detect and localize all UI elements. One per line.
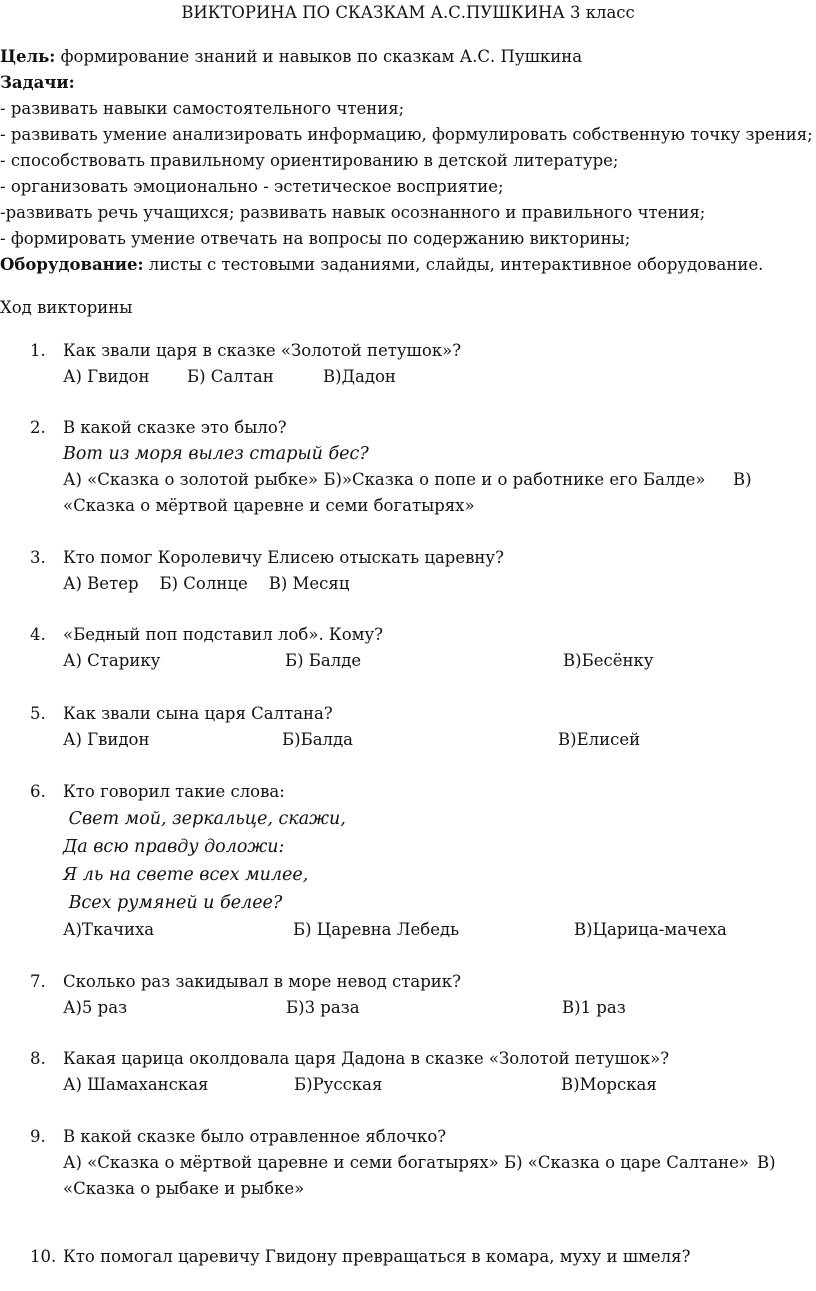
task-item: - организовать эмоционально - эстетическое восприятие; [0, 177, 504, 196]
answer-c: В)Бесёнку [563, 651, 654, 670]
equipment-line [0, 252, 763, 278]
question-text: Кто помог Королевичу Елисею отыскать царевну? [63, 548, 504, 567]
task-item: - способствовать правильному ориентированию в детской литературе; [0, 151, 619, 170]
answer-a: А) Гвидон [63, 730, 150, 749]
question-text: В какой сказке было отравленное яблочко? [63, 1127, 447, 1146]
verse-line: Я ль на свете всех милее, [63, 865, 309, 885]
tasks-label: Задачи: [0, 73, 75, 92]
question-number: 7. [30, 972, 46, 991]
answer-a: А) Старику [63, 651, 161, 670]
question-text: Кто говорил такие слова: [63, 782, 285, 801]
question-number: 1. [30, 341, 46, 360]
task-item: - формировать умение отвечать на вопросы по содержанию викторины; [0, 229, 631, 248]
goal-text: формирование знаний и навыков по сказкам А.С. Пушкина [55, 47, 583, 66]
answer-a: А)5 раз [63, 998, 128, 1017]
goal-line [0, 44, 582, 70]
question-text: Как звали сына царя Салтана? [63, 704, 333, 723]
question-number: 6. [30, 782, 46, 801]
question-quote: Вот из моря вылез старый бес? [63, 444, 369, 464]
answer-b: Б) Царевна Лебедь [293, 920, 460, 939]
question-number: 2. [30, 418, 46, 437]
progress-heading: Ход викторины [0, 298, 133, 317]
task-item: -развивать речь учащихся; развивать навык осознанного и правильного чтения; [0, 203, 706, 222]
answers-line: А) Ветер Б) Солнце В) Месяц [63, 574, 350, 593]
answer-c: В)1 раз [562, 998, 626, 1017]
answers-line: А) «Сказка о золотой рыбке» Б)»Сказка о попе и о работнике его Балде» [63, 470, 706, 489]
answer-c: В)Царица-мачеха [574, 920, 727, 939]
verse-line: Да всю правду доложи: [63, 837, 285, 857]
answer-a: А) Гвидон [63, 367, 150, 386]
task-item: - развивать навыки самостоятельного чтения; [0, 99, 405, 118]
answer-a: А)Ткачиха [63, 920, 155, 939]
answer-c: В) [733, 470, 752, 489]
answer-c: В) [757, 1153, 776, 1172]
question-number: 3. [30, 548, 46, 567]
answers-line: А) «Сказка о мёртвой царевне и семи богатырях» Б) «Сказка о царе Салтане» [63, 1153, 750, 1172]
answer-b: Б)Русская [294, 1075, 383, 1094]
question-text: Как звали царя в сказке «Золотой петушок»? [63, 341, 462, 360]
question-text: Кто помогал царевичу Гвидону превращаться в комара, муху и шмеля? [63, 1247, 691, 1266]
question-text: Какая царица околдовала царя Дадона в сказке «Золотой петушок»? [63, 1049, 670, 1068]
answers-line: «Сказка о мёртвой царевне и семи богатырях» [63, 496, 475, 515]
answer-c: В)Дадон [323, 367, 396, 386]
verse-line: Всех румяней и белее? [63, 893, 283, 913]
answer-a: А) Шамаханская [63, 1075, 209, 1094]
task-item: - развивать умение анализировать информацию, формулировать собственную точку зрения; [0, 125, 813, 144]
question-text: В какой сказке это было? [63, 418, 287, 437]
equipment-label: Оборудование: [0, 255, 144, 274]
question-number: 10. [30, 1247, 57, 1266]
question-number: 8. [30, 1049, 46, 1068]
answers-line: «Сказка о рыбаке и рыбке» [63, 1179, 305, 1198]
question-number: 5. [30, 704, 46, 723]
answer-b: Б)3 раза [286, 998, 360, 1017]
question-text: «Бедный поп подставил лоб». Кому? [63, 625, 384, 644]
answer-b: Б) Салтан [187, 367, 274, 386]
answer-b: Б) Балде [285, 651, 362, 670]
equipment-text: листы с тестовыми заданиями, слайды, интерактивное оборудование. [143, 255, 764, 274]
page-title: ВИКТОРИНА ПО СКАЗКАМ А.С.ПУШКИНА 3 класс [181, 3, 635, 22]
question-text: Сколько раз закидывал в море невод старик? [63, 972, 461, 991]
answer-b: Б)Балда [282, 730, 354, 749]
verse-line: Свет мой, зеркальце, скажи, [63, 809, 346, 829]
answer-c: В)Морская [561, 1075, 657, 1094]
goal-label: Цель: [0, 47, 56, 66]
answer-c: В)Елисей [558, 730, 641, 749]
question-number: 9. [30, 1127, 46, 1146]
question-number: 4. [30, 625, 46, 644]
